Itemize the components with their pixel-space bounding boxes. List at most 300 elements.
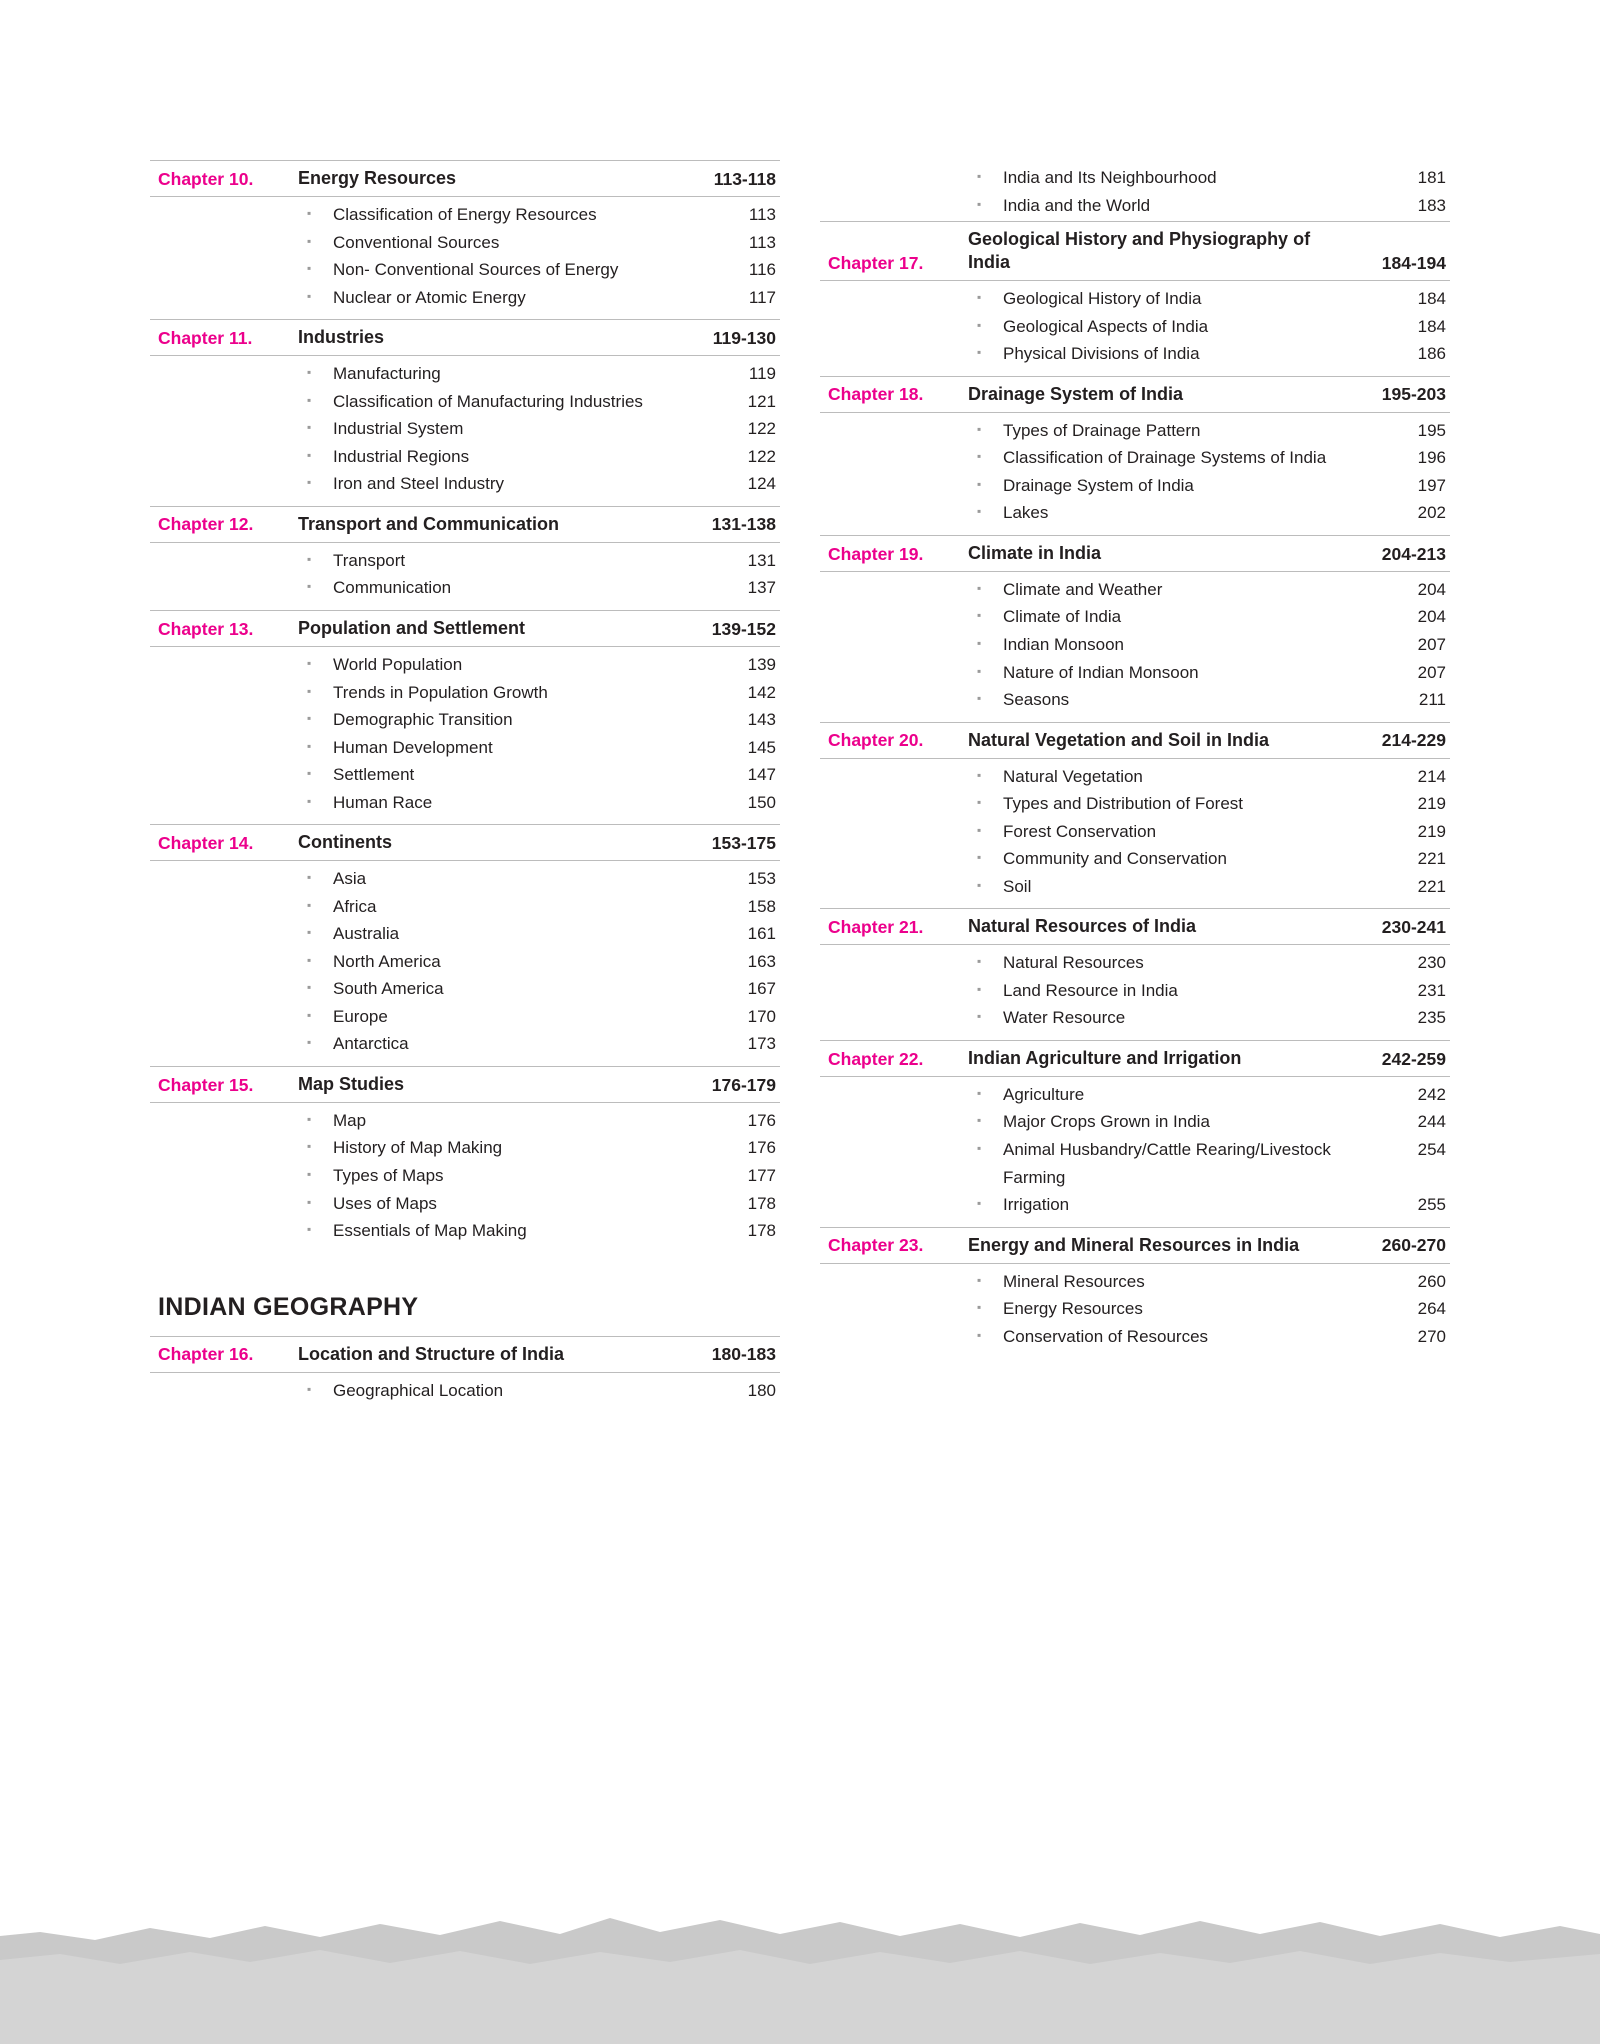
bullet-icon: ▪ [307,870,312,885]
toc-topic-row[interactable] [820,977,1450,1005]
bullet-icon: ▪ [307,1139,312,1154]
toc-chapter-header[interactable] [820,535,1450,572]
toc-chapter-title: Industries [298,327,385,348]
bullet-icon: ▪ [307,233,312,248]
bullet-icon: ▪ [307,738,312,753]
toc-topic-row[interactable] [150,388,780,416]
toc-topic-row[interactable] [150,443,780,471]
toc-topic-title: Lakes [1003,503,1049,523]
toc-topic-page-number: 219 [1417,794,1446,814]
toc-topic-title: Nature of Indian Monsoon [1003,662,1199,682]
toc-topic-row[interactable] [820,576,1450,604]
toc-chapter-title: Energy and Mineral Resources in India [968,1234,1300,1255]
toc-topic-page-number: 196 [1417,448,1446,468]
toc-topic-row[interactable] [150,761,780,789]
toc-topic-row[interactable] [820,1295,1450,1323]
bullet-icon: ▪ [977,580,982,595]
toc-topic-page-number: 137 [747,578,776,598]
toc-topic-page-number: 161 [747,924,776,944]
toc-topic-row[interactable] [820,164,1450,192]
toc-chapter-label: Chapter 18. [828,384,924,405]
toc-topic-page-number: 183 [1417,195,1446,215]
toc-topic-row[interactable] [820,192,1450,220]
toc-chapter-title: Geological History and Physiography of India [968,229,1311,273]
toc-topic-row[interactable] [150,1030,780,1058]
toc-topic-row[interactable] [820,499,1450,527]
toc-topic-row[interactable] [820,1108,1450,1136]
toc-chapter [820,722,1450,905]
toc-topic-title: Water Resource [1003,1008,1126,1028]
bullet-icon: ▪ [307,793,312,808]
toc-topic-title: Energy Resources [1003,1299,1143,1319]
bullet-icon: ▪ [307,365,312,380]
toc-topic-row[interactable] [150,547,780,575]
toc-topic-row[interactable] [820,790,1450,818]
toc-topic-row[interactable] [150,284,780,312]
toc-topic-row[interactable] [150,920,780,948]
bullet-icon: ▪ [307,1167,312,1181]
toc-chapter-label: Chapter 15. [158,1074,254,1095]
toc-chapter-title: Map Studies [298,1073,405,1094]
toc-chapter-label: Chapter 12. [158,514,254,535]
toc-chapter-label: Chapter 14. [158,832,254,853]
toc-chapter-header[interactable] [150,160,780,197]
toc-topic-page-number: 121 [747,391,776,411]
toc-chapter-page-range: 195-203 [1381,384,1446,405]
bullet-icon: ▪ [307,206,312,221]
toc-topic-row[interactable] [150,789,780,817]
toc-chapter-page-range: 230-241 [1381,916,1446,937]
bullet-icon: ▪ [977,1140,982,1155]
toc-topic-row[interactable] [820,818,1450,846]
toc-chapter [150,319,780,502]
toc-topic-page-number: 184 [1417,316,1446,336]
toc-topic-page-number: 235 [1417,1008,1446,1028]
toc-topic-list [150,1373,780,1409]
toc-topic-page-number: 170 [747,1006,776,1026]
toc-chapter-page-range: 113-118 [713,168,776,189]
bullet-icon: ▪ [307,1194,312,1209]
toc-topic-title: Physical Divisions of India [1003,344,1200,364]
toc-topic-title: Mineral Resources [1003,1271,1145,1291]
toc-topic-row[interactable] [150,1217,780,1245]
toc-topic-row[interactable] [820,1191,1450,1219]
bullet-icon: ▪ [977,449,982,464]
toc-topic-row[interactable] [820,472,1450,500]
toc-topic-page-number: 116 [748,260,776,280]
toc-topic-list [150,647,780,820]
toc-topic-row[interactable] [820,845,1450,873]
toc-topic-row[interactable] [150,651,780,679]
toc-topic-row[interactable] [820,631,1450,659]
toc-chapter-label: Chapter 11. [158,327,253,348]
toc-chapter-header[interactable] [820,908,1450,945]
toc-topic-title: Major Crops Grown in India [1003,1112,1210,1132]
bullet-icon: ▪ [307,655,312,670]
toc-topic-page-number: 207 [1417,662,1446,682]
toc-left-column [150,160,780,1412]
toc-topic-row[interactable] [150,1162,780,1190]
toc-topic-title: Natural Resources [1003,953,1144,973]
toc-topic-list [820,413,1450,531]
toc-topic-page-number: 195 [1417,420,1446,440]
toc-topic-page-number: 264 [1417,1299,1446,1319]
toc-topic-row[interactable] [820,444,1450,472]
toc-chapter-header[interactable] [150,610,780,647]
toc-topic-list [820,1077,1450,1223]
bullet-icon: ▪ [307,1222,312,1237]
toc-topic-row[interactable] [820,873,1450,901]
toc-topic-row[interactable] [150,1134,780,1162]
toc-topic-page-number: 230 [1417,953,1446,973]
toc-topic-row[interactable] [820,313,1450,341]
toc-chapter-header[interactable] [820,722,1450,759]
toc-topic-title: Animal Husbandry/Cattle Rearing/Livestock Farming [1003,1139,1331,1187]
toc-topic-row[interactable] [150,1107,780,1135]
toc-chapter-title: Population and Settlement [298,617,526,638]
bullet-icon: ▪ [977,1196,982,1211]
toc-topic-row[interactable] [150,975,780,1003]
bullet-icon: ▪ [307,925,312,940]
bullet-icon: ▪ [977,1300,982,1315]
toc-chapter-header[interactable] [150,1336,780,1373]
toc-chapter-title: Natural Resources of India [968,916,1197,937]
bullet-icon: ▪ [977,317,982,332]
toc-topic-title: Land Resource in India [1003,980,1178,1000]
toc-topic-title: Forest Conservation [1003,821,1157,841]
toc-topic-title: North America [333,951,441,971]
toc-topic-title: Conservation of Resources [1003,1326,1209,1346]
toc-topic-row[interactable] [820,1081,1450,1109]
bullet-icon: ▪ [977,635,982,650]
toc-topic-row[interactable] [150,679,780,707]
toc-topic-title: Australia [333,924,400,944]
toc-topic-page-number: 244 [1417,1112,1446,1132]
bullet-icon: ▪ [307,447,312,462]
toc-topic-title: Geological History of India [1003,289,1202,309]
toc-chapter-page-range: 184-194 [1381,252,1446,273]
toc-topic-row[interactable] [820,659,1450,687]
toc-topic-page-number: 131 [747,550,776,570]
toc-topic-title: India and the World [1003,195,1151,215]
toc-topic-page-number: 119 [748,364,776,384]
toc-topic-row[interactable] [820,285,1450,313]
toc-chapter-label: Chapter 23. [828,1235,924,1256]
bullet-icon: ▪ [307,288,312,303]
toc-topic-page-number: 184 [1417,289,1446,309]
toc-chapter-title: Energy Resources [298,168,457,188]
toc-topic-title: Types of Drainage Pattern [1003,420,1201,440]
toc-topic-page-number: 173 [747,1034,776,1054]
toc-topic-page-number: 197 [1417,475,1446,495]
toc-chapter [150,1336,780,1409]
bullet-icon: ▪ [307,766,312,781]
toc-topic-row[interactable] [150,201,780,229]
toc-topic-page-number: 176 [747,1138,776,1158]
toc-topic-list [150,197,780,315]
toc-topic-title: Map [333,1110,367,1130]
toc-topic-row[interactable] [820,1268,1450,1296]
toc-chapter-header[interactable] [150,506,780,543]
toc-topic-title: Climate and Weather [1003,579,1163,599]
toc-chapter-label: Chapter 17. [828,252,924,273]
bullet-icon: ▪ [307,980,312,995]
torn-paper-decoration [0,1874,1600,2044]
toc-topic-title: Drainage System of India [1003,475,1194,495]
toc-topic-row[interactable] [820,949,1450,977]
toc-chapter-page-range: 260-270 [1381,1235,1446,1256]
toc-topic-page-number: 139 [747,654,776,674]
bullet-icon: ▪ [307,392,312,407]
bullet-icon: ▪ [977,981,982,996]
toc-chapter-header[interactable] [820,221,1450,281]
bullet-icon: ▪ [977,608,982,623]
toc-topic-list [820,1264,1450,1355]
toc-chapter-label: Chapter 16. [158,1344,254,1365]
toc-topic-page-number: 221 [1417,849,1446,869]
toc-topic-page-number: 214 [1417,766,1446,786]
toc-topic-row[interactable] [150,893,780,921]
toc-topic-title: Indian Monsoon [1003,634,1124,654]
toc-topic-row[interactable] [150,470,780,498]
toc-topic-row[interactable] [150,706,780,734]
bullet-icon: ▪ [977,290,982,305]
bullet-icon: ▪ [977,795,982,810]
toc-topic-title: Geological Aspects of India [1003,316,1209,336]
toc-topic-list [820,759,1450,905]
toc-chapter-title: Natural Vegetation and Soil in India [968,729,1270,750]
toc-chapter-title: Transport and Communication [298,513,560,534]
toc-chapter-title: Climate in India [968,542,1102,563]
toc-topic-title: Human Development [333,737,493,757]
toc-topic-page-number: 113 [748,205,776,225]
toc-chapter-label: Chapter 20. [828,730,924,751]
toc-chapter [150,610,780,820]
toc-topic-page-number: 122 [747,419,776,439]
toc-topic-page-number: 207 [1417,634,1446,654]
toc-columns [150,160,1450,1412]
toc-chapter [150,506,780,606]
toc-topic-title: Types of Maps [333,1166,444,1185]
bullet-icon: ▪ [977,767,982,782]
toc-continued-topic-list [820,160,1450,221]
toc-chapter-header[interactable] [150,1066,780,1103]
toc-chapter-title: Drainage System of India [968,383,1184,404]
toc-topic-page-number: 153 [747,869,776,889]
toc-chapter [820,908,1450,1036]
toc-topic-row[interactable] [820,1004,1450,1032]
toc-right-column [820,160,1450,1412]
toc-topic-row[interactable] [820,686,1450,714]
toc-topic-page-number: 211 [1418,690,1446,710]
toc-chapter [820,1040,1450,1223]
bullet-icon: ▪ [307,1035,312,1050]
bullet-icon: ▪ [307,420,312,435]
toc-chapter-title: Indian Agriculture and Irrigation [968,1047,1242,1068]
toc-topic-list [150,861,780,1062]
toc-topic-row[interactable] [150,1377,780,1405]
toc-topic-list [820,281,1450,372]
toc-topic-page-number: 124 [747,474,776,494]
bullet-icon: ▪ [977,1272,982,1287]
bullet-icon: ▪ [977,476,982,491]
toc-topic-title: Trends in Population Growth [333,682,548,702]
toc-topic-page-number: 142 [747,682,776,702]
toc-topic-row[interactable] [820,1136,1450,1191]
toc-topic-title: Conventional Sources [333,232,500,252]
toc-chapter [150,824,780,1062]
toc-topic-page-number: 254 [1417,1139,1446,1159]
toc-topic-row[interactable] [150,1190,780,1218]
toc-topic-title: Essentials of Map Making [333,1221,527,1241]
toc-topic-title: Nuclear or Atomic Energy [333,287,526,307]
toc-topic-title: Seasons [1003,690,1070,710]
toc-chapter-label: Chapter 13. [158,618,254,639]
toc-topic-page-number: 113 [748,232,776,252]
bullet-icon: ▪ [307,952,312,967]
toc-chapter-header[interactable] [820,1227,1450,1264]
toc-topic-page-number: 204 [1417,579,1446,599]
toc-chapter-label: Chapter 21. [828,916,924,937]
toc-topic-page-number: 181 [1417,168,1446,187]
toc-chapter-page-range: 180-183 [711,1344,776,1365]
bullet-icon: ▪ [977,954,982,969]
bullet-icon: ▪ [977,850,982,865]
bullet-icon: ▪ [977,504,982,519]
toc-topic-title: Settlement [333,765,415,785]
toc-topic-page-number: 158 [747,896,776,916]
bullet-icon: ▪ [977,1113,982,1128]
toc-topic-title: Soil [1003,876,1032,896]
toc-topic-page-number: 163 [747,951,776,971]
toc-chapter [150,160,780,315]
toc-topic-row[interactable] [820,417,1450,445]
bullet-icon: ▪ [977,196,982,211]
toc-chapter-page-range: 119-130 [712,327,776,348]
bullet-icon: ▪ [977,822,982,837]
toc-topic-title: Manufacturing [333,364,441,384]
toc-chapter-page-range: 204-213 [1381,543,1446,564]
section-heading-indian-geography: INDIAN GEOGRAPHY [158,1292,419,1321]
toc-topic-row[interactable] [150,360,780,388]
toc-topic-row[interactable] [820,1323,1450,1351]
bullet-icon: ▪ [307,897,312,912]
toc-topic-page-number: 178 [747,1221,776,1241]
bullet-icon: ▪ [977,691,982,706]
toc-chapter-header[interactable] [150,319,780,356]
toc-chapter-page-range: 139-152 [711,618,776,639]
toc-chapter-title: Continents [298,832,392,853]
toc-topic-page-number: 167 [747,979,776,999]
bullet-icon: ▪ [307,551,312,566]
toc-topic-title: Europe [333,1006,388,1026]
toc-topic-page-number: 176 [747,1110,776,1130]
toc-topic-row[interactable] [150,415,780,443]
toc-topic-title: History of Map Making [333,1138,503,1158]
toc-topic-title: Demographic Transition [333,710,513,730]
bullet-icon: ▪ [977,1085,982,1100]
toc-topic-row[interactable] [150,948,780,976]
toc-chapter [820,376,1450,531]
toc-topic-title: Africa [333,896,377,916]
toc-chapter-header[interactable] [820,376,1450,413]
toc-topic-page-number: 178 [747,1193,776,1213]
bullet-icon: ▪ [977,345,982,360]
toc-topic-list [150,356,780,502]
bullet-icon: ▪ [307,1007,312,1022]
toc-topic-page-number: 231 [1417,980,1446,1000]
toc-topic-title: Classification of Energy Resources [333,205,597,225]
toc-topic-row[interactable] [150,256,780,284]
toc-topic-title: Community and Conservation [1003,849,1227,869]
toc-topic-title: Human Race [333,792,433,812]
bullet-icon: ▪ [307,579,312,594]
toc-topic-row[interactable] [820,603,1450,631]
toc-topic-list [150,1103,780,1249]
toc-topic-title: World Population [333,654,463,674]
bullet-icon: ▪ [977,421,982,436]
toc-topic-page-number: 143 [747,710,776,730]
toc-topic-title: Classification of Manufacturing Industries [333,391,643,411]
toc-topic-list [150,543,780,606]
bullet-icon: ▪ [307,261,312,276]
toc-chapter-label: Chapter 19. [828,543,924,564]
toc-chapter [150,1066,780,1249]
toc-topic-row[interactable] [150,574,780,602]
toc-chapter-header[interactable] [820,1040,1450,1077]
toc-chapter-label: Chapter 10. [158,168,254,189]
toc-topic-page-number: 270 [1417,1326,1446,1346]
bullet-icon: ▪ [307,683,312,698]
toc-topic-page-number: 204 [1417,607,1446,627]
toc-topic-title: Antarctica [333,1034,409,1054]
toc-topic-row[interactable] [150,865,780,893]
bullet-icon: ▪ [307,1111,312,1126]
bullet-icon: ▪ [977,1327,982,1342]
toc-topic-title: Agriculture [1003,1084,1085,1104]
bullet-icon: ▪ [977,169,982,183]
toc-topic-page-number: 202 [1417,503,1446,523]
toc-topic-row[interactable] [820,763,1450,791]
toc-topic-page-number: 242 [1417,1084,1446,1104]
bullet-icon: ▪ [977,663,982,678]
toc-topic-title: Iron and Steel Industry [333,474,505,494]
toc-chapter-header[interactable] [150,824,780,861]
toc-topic-row[interactable] [150,1003,780,1031]
toc-topic-title: Natural Vegetation [1003,766,1143,786]
toc-topic-title: Geographical Location [333,1380,504,1400]
toc-topic-page-number: 147 [747,765,776,785]
toc-topic-page-number: 255 [1417,1195,1446,1215]
toc-topic-page-number: 145 [747,737,776,757]
toc-topic-title: Climate of India [1003,607,1122,627]
toc-topic-page-number: 260 [1417,1271,1446,1291]
toc-topic-title: Non- Conventional Sources of Energy [333,260,619,280]
toc-topic-row[interactable] [150,229,780,257]
bullet-icon: ▪ [307,475,312,490]
toc-topic-row[interactable] [150,734,780,762]
toc-chapter [820,1227,1450,1355]
toc-topic-title: South America [333,979,444,999]
toc-chapter-page-range: 214-229 [1381,730,1446,751]
bullet-icon: ▪ [977,1009,982,1024]
toc-topic-page-number: 186 [1417,344,1446,364]
toc-topic-page-number: 177 [747,1166,776,1185]
toc-topic-page-number: 122 [747,446,776,466]
bullet-icon: ▪ [307,1381,312,1396]
toc-topic-title: Asia [333,869,367,889]
toc-topic-row[interactable] [820,340,1450,368]
